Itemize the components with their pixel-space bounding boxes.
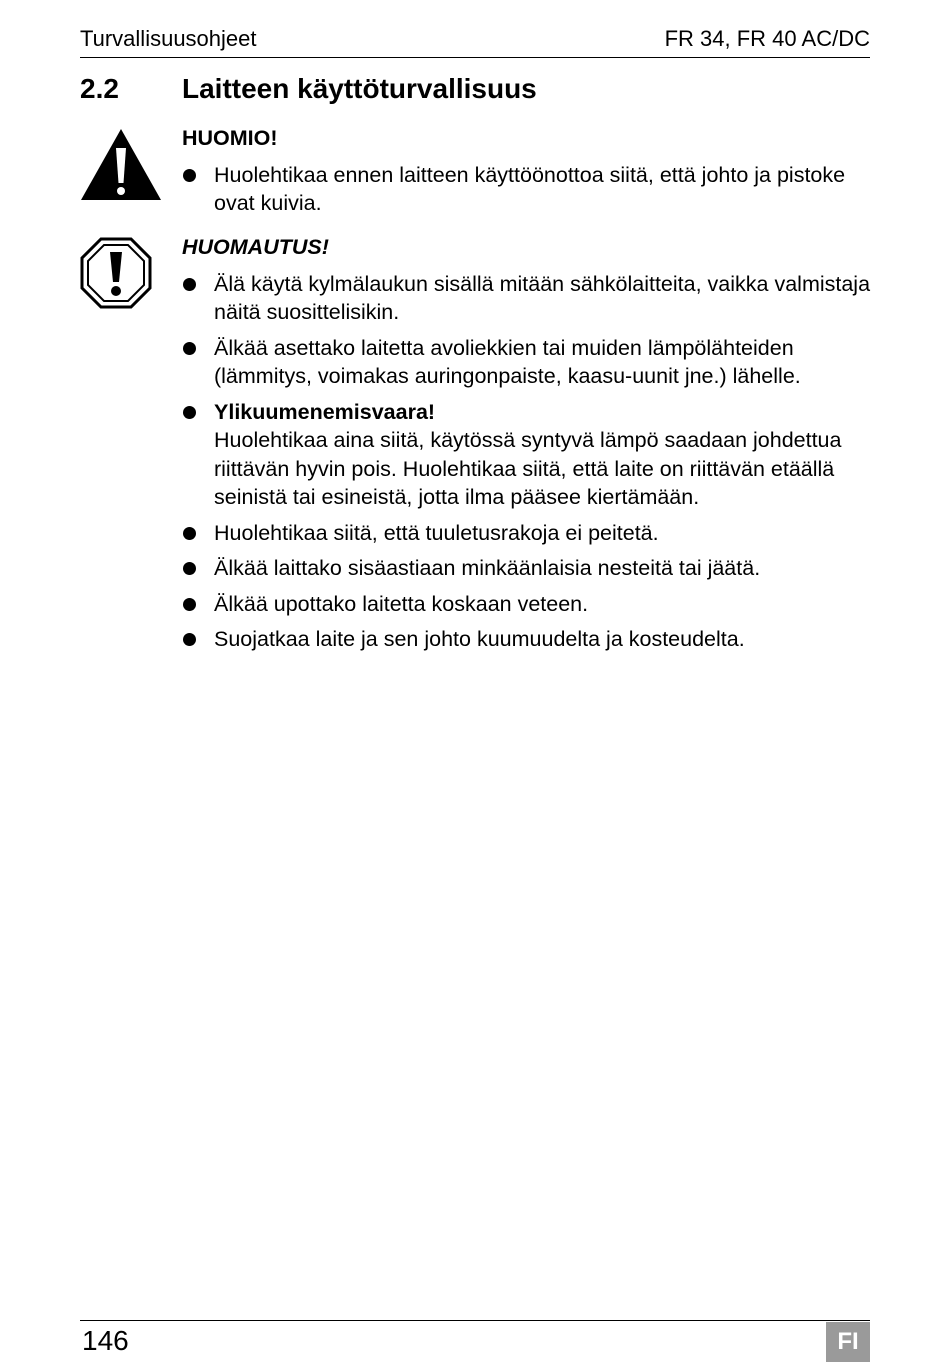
notice-block: [182, 233, 872, 661]
caution-list: [182, 161, 872, 218]
caution-block: [182, 124, 872, 225]
header-model: FR 34, FR 40 AC/DC: [664, 26, 870, 51]
language-badge: FI: [826, 1322, 870, 1362]
list-item: Suojatkaa laite ja sen johto kuumuudelta ja kosteudelta.: [182, 625, 872, 654]
section-number: 2.2: [80, 73, 119, 104]
page-header: [80, 26, 870, 58]
caution-title: HUOMIO!: [182, 126, 278, 150]
list-item: Älkää upottako laitetta koskaan veteen.: [182, 590, 872, 619]
octagon-exclamation-icon: [80, 237, 152, 309]
list-item: Huolehtikaa siitä, että tuuletusrakoja ei peitetä.: [182, 519, 872, 548]
warning-triangle-icon: [80, 128, 162, 201]
header-section-label: Turvallisuusohjeet: [80, 26, 257, 51]
list-item: [182, 398, 872, 512]
list-item: Huolehtikaa ennen laitteen käyttöönottoa siitä, että johto ja pistoke ovat kuivia.: [182, 161, 872, 218]
page-number: 146: [82, 1325, 129, 1356]
section-title: Laitteen käyttöturvallisuus: [182, 73, 537, 104]
overheating-text: Huolehtikaa aina siitä, käytössä syntyvä lämpö saadaan johdettua riittävän hyvin pois. Huolehtikaa siitä, että laite on riittävän etäällä seinistä tai esineistä, jotta ilma pääsee kiertämään.: [214, 428, 842, 509]
notice-title: HUOMAUTUS!: [182, 235, 329, 259]
list-item: Älkää asettako laitetta avoliekkien tai muiden lämpölähteiden (lämmitys, voimakas auringonpaiste, kaasu-uunit jne.) lähelle.: [182, 334, 872, 391]
overheating-heading: Ylikuumenemisvaara!: [214, 399, 436, 424]
footer-divider: [80, 1320, 870, 1321]
header-divider: [80, 57, 870, 58]
list-item: Älä käytä kylmälaukun sisällä mitään sähkölaitteita, vaikka valmistaja näitä suosittelisikin.: [182, 270, 872, 327]
list-item: Älkää laittako sisäastiaan minkäänlaisia nesteitä tai jäätä.: [182, 554, 872, 583]
notice-list: [182, 270, 872, 654]
